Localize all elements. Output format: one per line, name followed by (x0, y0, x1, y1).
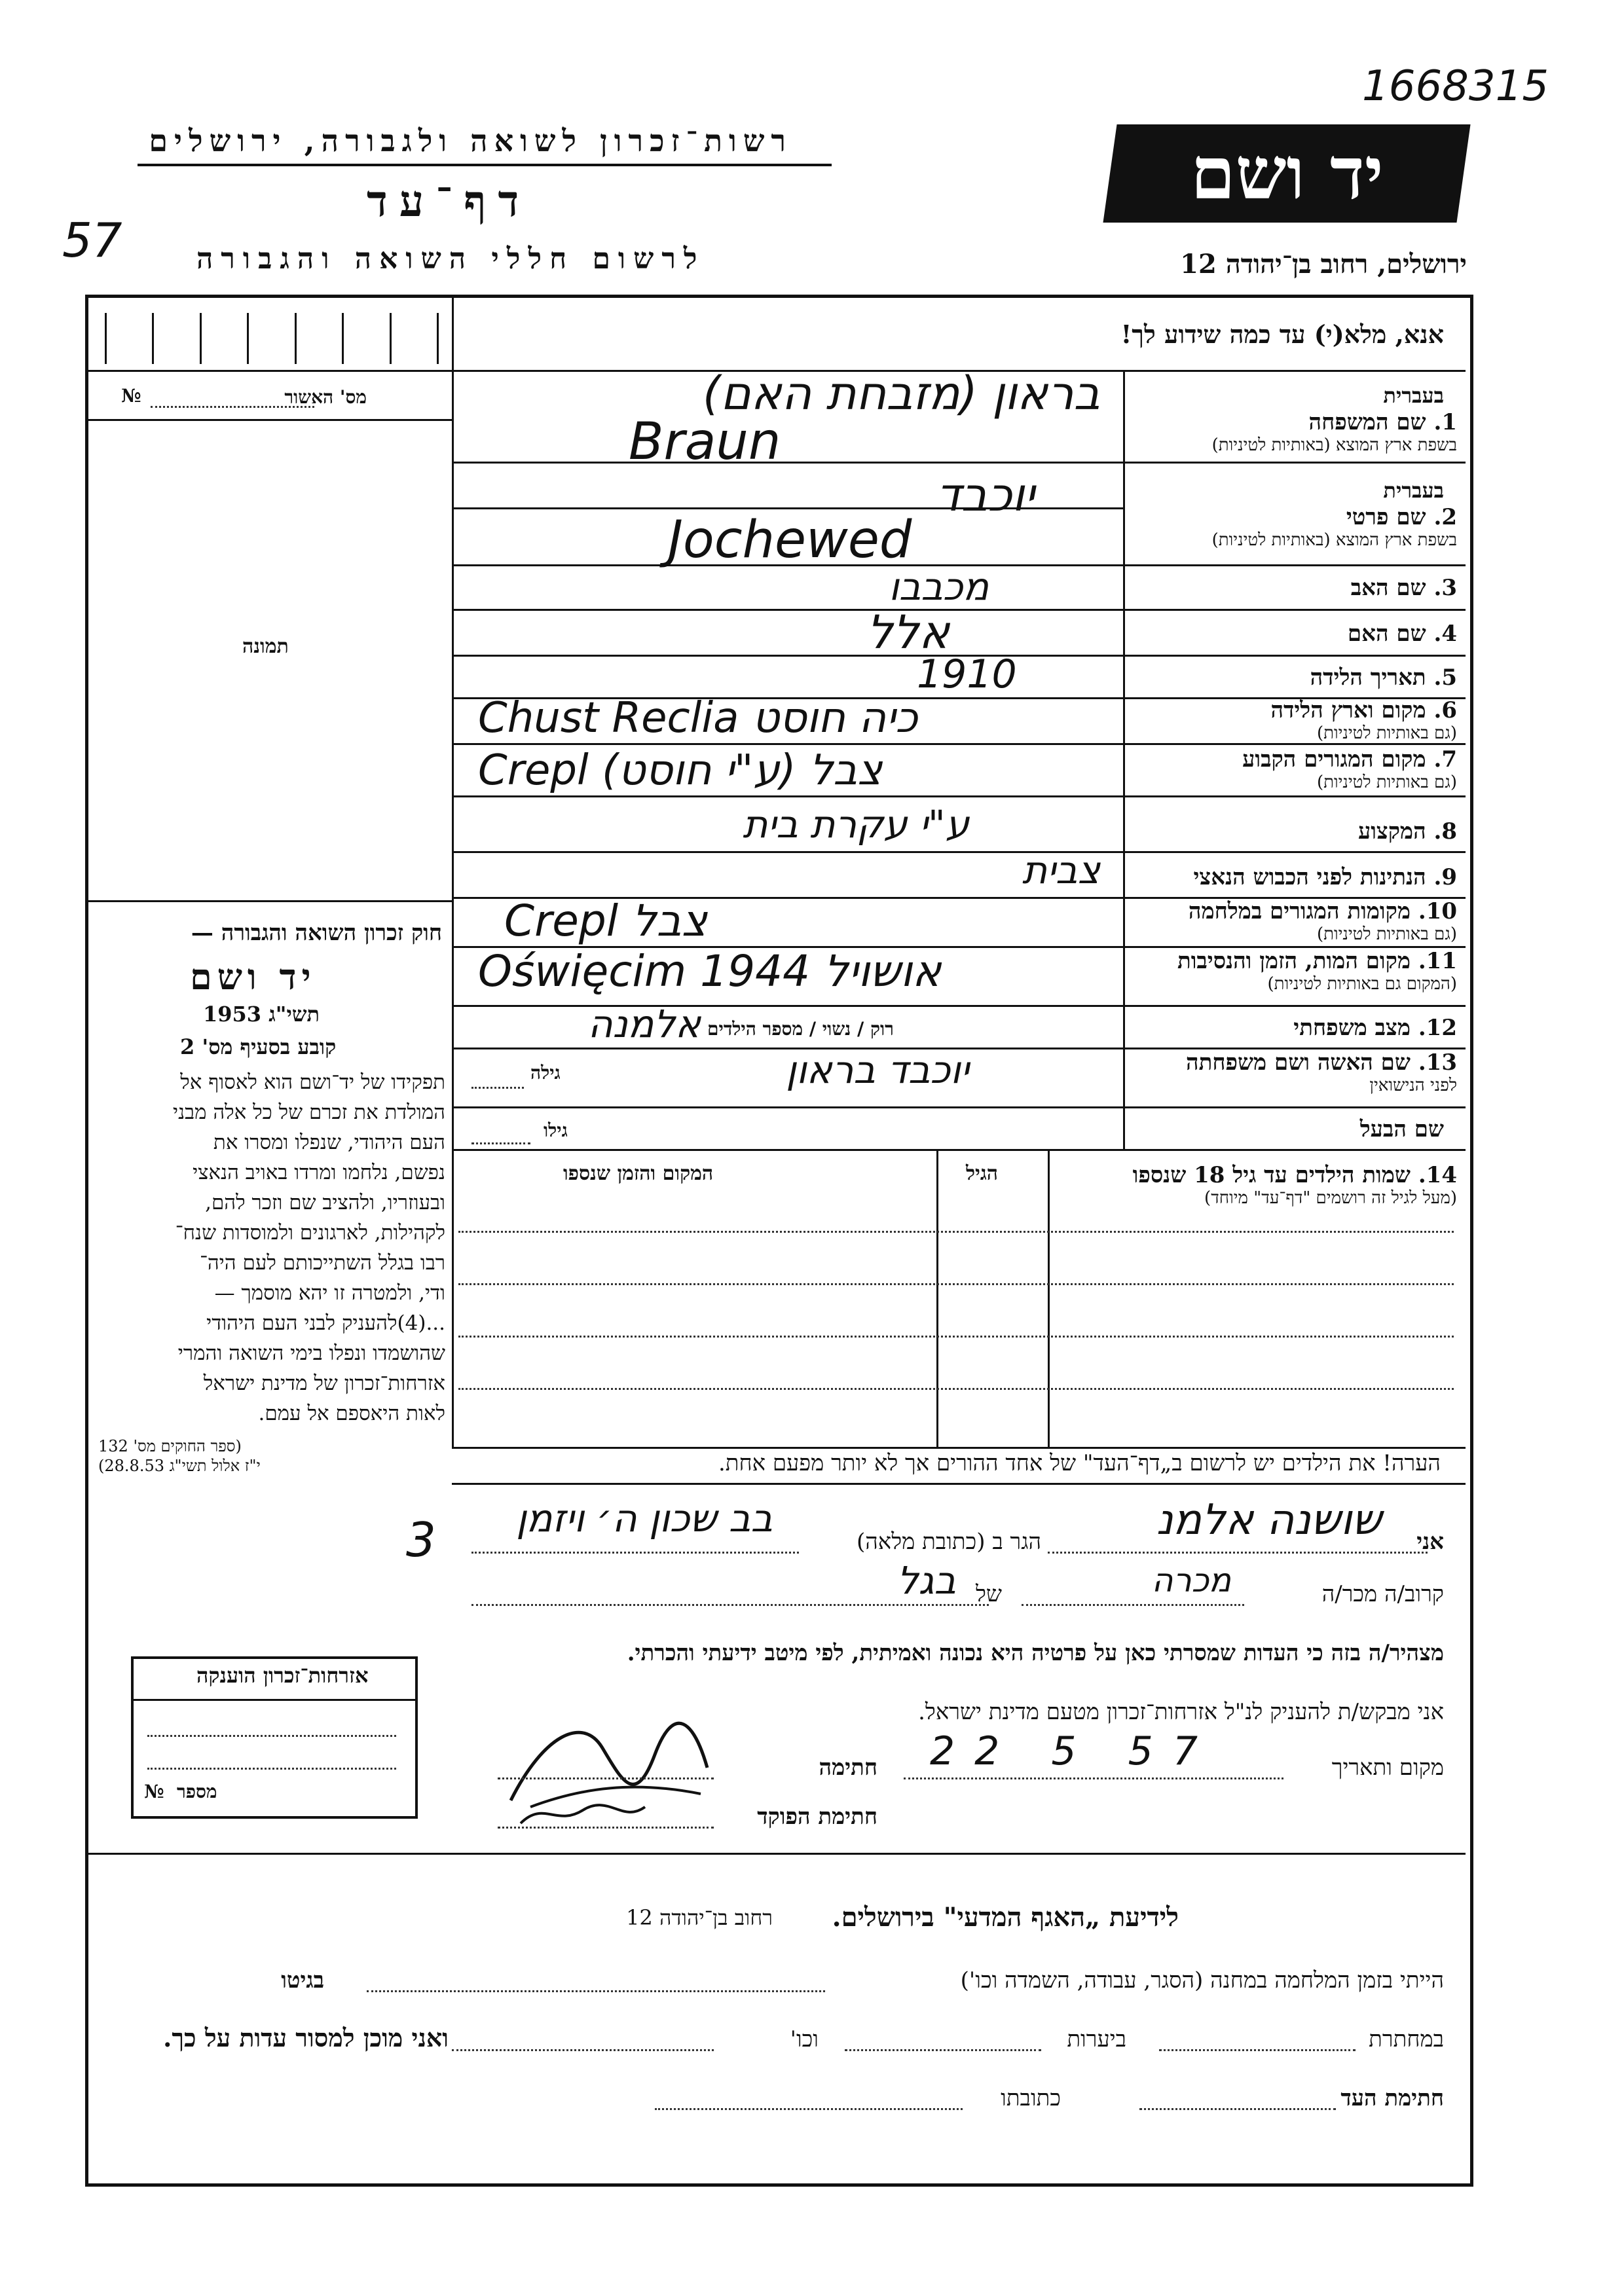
citizenship-number-label: מספר (177, 1781, 217, 1802)
forests-label: ביערות (1067, 2026, 1126, 2052)
footer-camp-line: הייתי בזמן המלחמה במחנה (הסגר, עבודה, השמדה וכו') (960, 1967, 1444, 1994)
surname-latin-value[interactable]: Braun (629, 412, 781, 471)
footer-notice: לידיעת „האגף המדעי" בירושלים. (832, 1902, 1179, 1933)
form-title: דף־עד (367, 175, 531, 227)
relation-value[interactable]: מכרה (1151, 1561, 1231, 1599)
decl-relative-label: קרוב/ה מכר/ה (1321, 1581, 1444, 1607)
citizenship-title: אזרחות־זכרון הוענקה (196, 1663, 369, 1688)
f5-label: 5. תאריך הלידה (1310, 665, 1457, 691)
f12-label: 12. מצב משפחתי (1293, 1015, 1457, 1041)
children-row[interactable] (458, 1283, 1454, 1285)
surname-hebrew-value[interactable]: בראון (מזבחת האם) (703, 367, 1100, 420)
authority-name: רשות־זכרון לשואה ולגבורה, ירושלים (149, 123, 792, 158)
officer-signature-label: חתימת הפוקד (757, 1804, 877, 1830)
decl-resident-label: הגר ב (כתובת מלאה) (856, 1529, 1041, 1555)
officer-signature-scribble (517, 1797, 648, 1830)
remark-top-rule (452, 1447, 1466, 1449)
wife-age-label: גילה (530, 1062, 561, 1084)
yad-vashem-logo: יד ושם (1103, 124, 1470, 223)
witness-signature-label: חתימת העד (1340, 2085, 1444, 2111)
f7-label: 7. מקום המגורים הקבוע (גם באותיות לטיניות) (1242, 746, 1457, 792)
of-field[interactable] (471, 1604, 989, 1606)
ready-statement: ואני מוכן למסור עדות על כך. (163, 2023, 449, 2052)
photo-rule (86, 900, 453, 902)
citizenship-line[interactable] (147, 1735, 396, 1737)
corner-number: 1668315 (1362, 62, 1549, 111)
f13-label: 13. שם האשה ושם משפחתה לפני הנישואין (1186, 1049, 1457, 1095)
underground-field[interactable] (1159, 2049, 1356, 2051)
form-subtitle: לרשום חללי השואה והגבורה (196, 242, 705, 276)
row-rule-3 (452, 609, 1466, 611)
f4-label: 4. שם האם (1347, 621, 1457, 647)
declarant-address-value[interactable]: בב שכון ה׳ ויזמן (516, 1496, 773, 1540)
f3-label: 3. שם האב (1350, 575, 1457, 601)
intro-instruction: אנא, מלא(י) עד כמה שידוע לך! (1120, 319, 1444, 349)
witness-signature-field[interactable] (1139, 2108, 1336, 2110)
etc-label: וכו' (790, 2026, 819, 2052)
row-rule-13 (452, 1106, 1466, 1108)
decl-i: אני (1416, 1529, 1444, 1555)
law-text: תפקידו של יד־ושם הוא לאסוף אל המולדת את זכרם של כל אלה מבני העם היהודי, שנפלו ומסרו את נפשם, נלחמו ומרדו באויב הנאצי ובעוזריו, ולהציב שם וזכר להם, לקהילות, לארגונים ולמוסדות שנח־ רבו בגלל השתייכותם לעם היה־ ודי, ולמטרה זו יהא מוסמך — ...(4)להעניק לבני העם היהודי שהושמדו ונפלו בימי השואה והמרי אזרחות־זכרון של מדינת ישראל לאות היאספם אל עמם. (172, 1070, 445, 1425)
header-address: ירושלים, רחוב בן־יהודה 12 (1180, 249, 1467, 280)
underground-label: במחתרת (1369, 2026, 1444, 2052)
children-col-divider-2 (936, 1149, 938, 1447)
remark: הערה! את הילדים יש לרשום ב„דף־העד" של אחד ההורים אך לא יותר מפעם אחת. (718, 1450, 1441, 1476)
row-rule-8 (452, 851, 1466, 853)
citizenship-title-rule (131, 1699, 415, 1701)
children-row[interactable] (458, 1388, 1454, 1390)
approval-label: מס' האשור (284, 386, 367, 408)
row-rule-6 (452, 743, 1466, 745)
ghetto-label: בגיטו (281, 1967, 324, 1994)
citizenship-line[interactable] (147, 1768, 396, 1770)
birth-place-value[interactable]: Chust Reclia כיה חוסט (478, 694, 918, 742)
declarant-name-value[interactable]: שושנה אלמנ (1156, 1496, 1382, 1544)
wife-age-field[interactable] (471, 1087, 524, 1089)
footer-address: רחוב בן־יהודה 12 (626, 1905, 773, 1930)
f11-label: 11. מקום המות, הזמן והנסיבות (המקום גם באותיות לטיניות) (1177, 948, 1457, 994)
children-age-header: הגיל (966, 1162, 999, 1185)
side-mark: 3 (406, 1512, 436, 1567)
decl-of-label: של (976, 1581, 1002, 1607)
residence-value[interactable]: Crepl (ע"י חוסט) צבל (478, 746, 883, 795)
footer-rule (86, 1853, 1466, 1855)
f-husband-label: שם הבעל (1359, 1116, 1444, 1142)
nationality-value[interactable]: צבית (1022, 848, 1100, 892)
label-column-divider (1123, 370, 1125, 1149)
birth-date-value[interactable]: 1910 (917, 651, 1017, 697)
decl-request: אני מבקש/ת להעניק לנ"ל אזרחות־זכרון מטעם מדינת ישראל. (918, 1699, 1444, 1725)
law-title: חוק זכרון השואה והגבורה — (191, 920, 442, 946)
children-title: 14. שמות הילדים עד גיל 18 שנספו (מעל לגיל זה רושמים "דף־עד" מיוחד) (1132, 1162, 1457, 1208)
witness-address-label: כתובתו (1001, 2085, 1061, 2111)
marital-options: רוק / נשוי / מספר הילדים (707, 1018, 894, 1040)
etc-field[interactable] (452, 2049, 714, 2051)
f10-label: 10. מקומות המגורים במלחמה (גם באותיות לטיניות) (1188, 898, 1457, 944)
children-row[interactable] (458, 1336, 1454, 1338)
place-date-label: מקום ותאריך (1331, 1755, 1444, 1781)
left-top-rule (86, 370, 453, 372)
marital-status-value[interactable]: אלמנה (587, 1002, 701, 1046)
remark-bottom-rule (452, 1483, 1466, 1485)
law-ref-2: י"ז אלול תשי"ג 28.8.53) (98, 1457, 261, 1475)
law-clause: קובע בסעיף מס' 2 (180, 1034, 337, 1059)
code-boxes (105, 313, 439, 364)
date-value[interactable]: 22 5 57 (930, 1728, 1218, 1774)
f6-label: 6. מקום וארץ הלידה (גם באותיות לטיניות) (1270, 697, 1457, 743)
row-rule-14 (452, 1149, 1466, 1151)
firstname-hebrew-value[interactable]: יוכבד (936, 468, 1035, 522)
declarant-address-field[interactable] (471, 1552, 799, 1554)
f8-label: 8. המקצוע (1357, 818, 1457, 845)
profession-value[interactable]: ע"י עקרת בית (743, 802, 969, 847)
photo-label: תמונה (242, 635, 289, 658)
margin-mark: 57 (62, 213, 122, 268)
approval-number-field[interactable] (151, 406, 314, 408)
left-column-divider (452, 296, 454, 1448)
father-name-value[interactable]: מכבבו (889, 564, 989, 609)
law-year: תשי"ג 1953 (203, 1002, 320, 1027)
approval-no-sign: № (121, 385, 141, 407)
law-name: יד ושם (190, 956, 316, 998)
wartime-residence-value[interactable]: Crepl צבל (504, 896, 707, 946)
of-value[interactable]: בגל (896, 1558, 956, 1603)
firstname-latin-value[interactable]: Jochewed (668, 511, 912, 570)
signature-label: חתימה (819, 1755, 877, 1781)
witness-address-field[interactable] (655, 2108, 963, 2110)
husband-age-field[interactable] (471, 1142, 530, 1144)
f1-label: 1. שם המשפחה בשפת ארץ המוצא (באותיות לטיניות) (1211, 409, 1457, 455)
children-row[interactable] (458, 1231, 1454, 1233)
header-rule (138, 164, 832, 166)
relation-field[interactable] (1022, 1604, 1244, 1606)
decl-affirm: מצהיר/ה בזה כי העדות שמסרתי כאן על פרטיה היא נכונה ואמיתית, לפי מיטב ידיעתי והכרתי. (627, 1640, 1444, 1666)
f2-hebrew-tag: בעברית (1383, 478, 1444, 503)
row-rule-7 (452, 795, 1466, 797)
children-place-header: המקום והזמן שנספו (563, 1162, 714, 1185)
camp-field[interactable] (367, 1990, 825, 1992)
wife-name-value[interactable]: יוכבד בראון (786, 1048, 969, 1092)
forests-field[interactable] (845, 2049, 1041, 2051)
mother-name-value[interactable]: אלל (866, 606, 950, 659)
citizenship-no-sign: № (144, 1781, 164, 1802)
row-rule-1 (452, 462, 1466, 464)
f2-label: 2. שם פרטי בשפת ארץ המוצא (באותיות לטיניות) (1211, 504, 1457, 550)
children-col-divider-1 (1048, 1149, 1050, 1447)
f1-hebrew-tag: בעברית (1383, 383, 1444, 408)
f9-label: 9. הנתינות לפני הכבוש הנאצי (1193, 864, 1457, 890)
declarant-name-field[interactable] (1048, 1552, 1428, 1554)
approval-rule (86, 419, 453, 421)
signature-field[interactable] (498, 1777, 714, 1779)
death-place-value[interactable]: Oświęcim אושויל 1944 (478, 946, 942, 996)
law-ref-1: (ספר החוקים מס' 132 (98, 1437, 242, 1455)
husband-age-label: גילו (544, 1120, 568, 1141)
place-date-field[interactable] (904, 1777, 1283, 1779)
